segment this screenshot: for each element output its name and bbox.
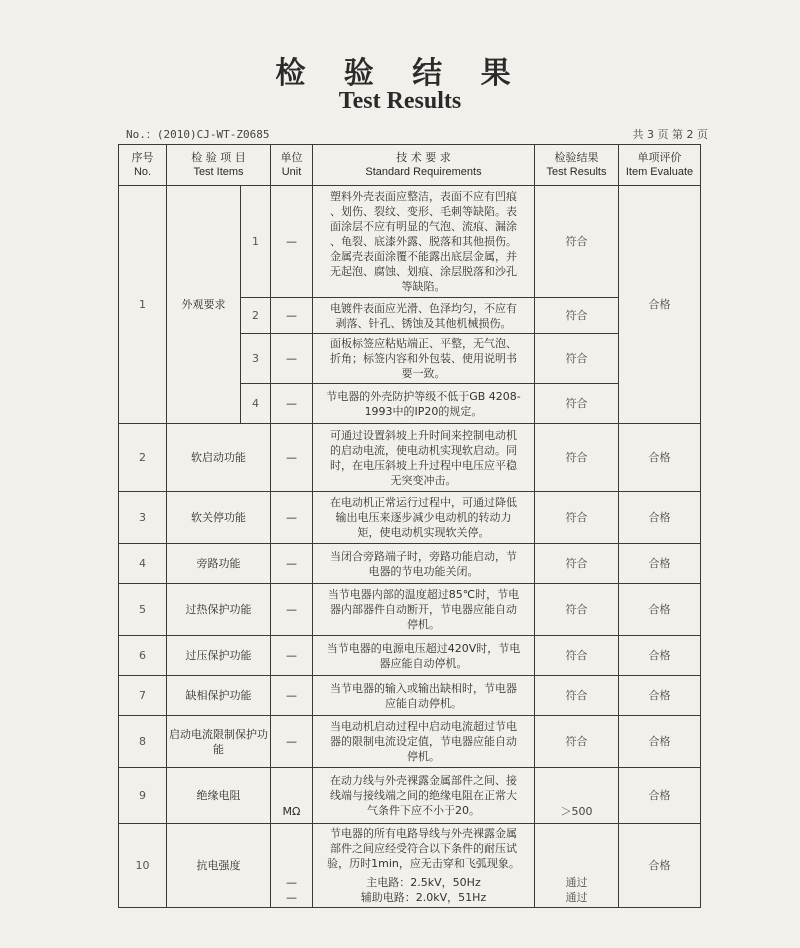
evaluate-cell: 合格	[619, 544, 701, 584]
sub-number: 2	[241, 298, 271, 334]
unit-cell: —	[271, 584, 313, 636]
row-number: 9	[119, 768, 167, 824]
result-cell: 符合	[535, 384, 619, 424]
result-cell: ＞500	[535, 768, 619, 824]
requirement-text: 当节电器的电源电压超过420V时，节电 器应能自动停机。	[313, 636, 535, 676]
page-title-en: Test Results	[338, 88, 462, 114]
requirement-text: 可通过设置斜坡上升时间来控制电动机 的启动电流，使电动机实现软启动。同 时，在电压斜坡上升过程中电压应平稳 无突变冲击。	[313, 424, 535, 492]
unit-main-circuit: —	[286, 876, 297, 889]
test-item: 外观要求	[167, 186, 241, 424]
row-number: 10	[119, 824, 167, 908]
row-number: 1	[119, 186, 167, 424]
test-item: 启动电流限制保护功能	[167, 716, 271, 768]
results-table	[118, 144, 701, 908]
test-item: 旁路功能	[167, 544, 271, 584]
header-no: 序号 No.	[119, 145, 167, 186]
test-item: 软启动功能	[167, 424, 271, 492]
table-row	[119, 492, 701, 544]
table-row	[119, 424, 701, 492]
requirement-text: 节电器的所有电路导线与外壳裸露金属 部件之间应经受符合以下条件的耐压试 验，历时1min，应无击穿和飞弧现象。 主电路：2.5kV，50Hz 辅助电路：2.0kV，51Hz	[313, 824, 535, 908]
result-cell: 符合	[535, 584, 619, 636]
table-header	[119, 145, 701, 186]
table-row	[119, 676, 701, 716]
page-info: 共 3 页 第 2 页	[632, 128, 708, 141]
table-row	[119, 824, 701, 908]
unit-cell: —	[271, 492, 313, 544]
header-results: 检验结果 Test Results	[535, 145, 619, 186]
requirement-text: 在动力线与外壳裸露金属部件之间、接 线端与接线端之间的绝缘电阻在正常大 气条件下应不小于20。	[313, 768, 535, 824]
evaluate-cell: 合格	[619, 492, 701, 544]
unit-cell: —	[271, 186, 313, 298]
requirement-text: 当电动机启动过程中启动电流超过节电 器的限制电流设定值，节电器应能自动 停机。	[313, 716, 535, 768]
document-number: No.：(2010)CJ-WT-Z0685	[126, 128, 270, 141]
header-unit: 单位 Unit	[271, 145, 313, 186]
unit-aux-circuit: —	[286, 891, 297, 904]
requirement-text: 电镀件表面应光滑、色泽均匀，不应有 剥落、针孔、锈蚀及其他机械损伤。	[313, 298, 535, 334]
table-row	[119, 584, 701, 636]
unit-cell: —	[271, 544, 313, 584]
row-number: 7	[119, 676, 167, 716]
requirement-text: 节电器的外壳防护等级不低于GB 4208- 1993中的IP20的规定。	[313, 384, 535, 424]
unit-cell: —	[271, 676, 313, 716]
table-row	[119, 636, 701, 676]
unit-cell: MΩ	[271, 768, 313, 824]
evaluate-cell: 合格	[619, 186, 701, 424]
header-requirements: 技 术 要 求 Standard Requirements	[313, 145, 535, 186]
test-item: 缺相保护功能	[167, 676, 271, 716]
table-row	[119, 716, 701, 768]
unit-cell: —	[271, 716, 313, 768]
unit-cell: —	[271, 384, 313, 424]
page-title-cn: 检 验 结 果	[275, 56, 525, 91]
header-item: 检 验 项 目 Test Items	[167, 145, 271, 186]
unit-cell: —	[271, 334, 313, 384]
sub-number: 3	[241, 334, 271, 384]
requirement-text: 当节电器的输入或输出缺相时，节电器 应能自动停机。	[313, 676, 535, 716]
row-number: 8	[119, 716, 167, 768]
result-main-circuit: 通过	[565, 876, 588, 889]
evaluate-cell: 合格	[619, 636, 701, 676]
row-number: 2	[119, 424, 167, 492]
requirement-text: 当节电器内部的温度超过85℃时，节电 器内部器件自动断开，节电器应能自动 停机。	[313, 584, 535, 636]
result-cell: 符合	[535, 186, 619, 298]
header-evaluate: 单项评价 Item Evaluate	[619, 145, 701, 186]
result-aux-circuit: 通过	[565, 891, 588, 904]
result-cell: 符合	[535, 544, 619, 584]
result-cell: 符合	[535, 334, 619, 384]
requirement-text: 面板标签应粘贴端正、平整，无气泡、 折角；标签内容和外包装、使用说明书 要一致。	[313, 334, 535, 384]
result-cell: 符合	[535, 636, 619, 676]
table-row	[119, 544, 701, 584]
test-item: 过热保护功能	[167, 584, 271, 636]
test-item: 抗电强度	[167, 824, 271, 908]
evaluate-cell: 合格	[619, 424, 701, 492]
main-circuit-spec: 主电路：2.5kV，50Hz	[366, 876, 481, 889]
result-cell: 符合	[535, 716, 619, 768]
unit-cell: —	[271, 636, 313, 676]
result-cell: 符合	[535, 298, 619, 334]
result-cell	[535, 824, 619, 908]
requirement-text: 在电动机正常运行过程中，可通过降低 输出电压来逐步减少电动机的转动力 矩，使电动机实现软关停。	[313, 492, 535, 544]
result-cell: 符合	[535, 676, 619, 716]
row-number: 3	[119, 492, 167, 544]
unit-cell: —	[271, 298, 313, 334]
unit-cell: —	[271, 424, 313, 492]
table-row	[119, 186, 701, 298]
table-row	[119, 768, 701, 824]
evaluate-cell: 合格	[619, 716, 701, 768]
evaluate-cell: 合格	[619, 584, 701, 636]
evaluate-cell: 合格	[619, 768, 701, 824]
test-item: 软关停功能	[167, 492, 271, 544]
evaluate-cell: 合格	[619, 676, 701, 716]
requirement-text: 塑料外壳表面应整洁，表面不应有凹痕 、划伤、裂纹、变形、毛刺等缺陷。表 面涂层不应有明显的气泡、流痕、漏涂 、龟裂、底漆外露、脱落和其他损伤。 金属壳表面涂覆不能露出底层金属，并 无起泡、腐蚀、划痕、涂层脱落和沙孔 等缺陷。	[313, 186, 535, 298]
test-item: 绝缘电阻	[167, 768, 271, 824]
aux-circuit-spec: 辅助电路：2.0kV，51Hz	[360, 891, 487, 904]
test-item: 过压保护功能	[167, 636, 271, 676]
sub-number: 1	[241, 186, 271, 298]
unit-cell	[271, 824, 313, 908]
row-number: 4	[119, 544, 167, 584]
result-cell: 符合	[535, 424, 619, 492]
row-number: 6	[119, 636, 167, 676]
sub-number: 4	[241, 384, 271, 424]
row-number: 5	[119, 584, 167, 636]
requirement-text: 当闭合旁路端子时，旁路功能启动，节 电器的节电功能关闭。	[313, 544, 535, 584]
evaluate-cell: 合格	[619, 824, 701, 908]
result-cell: 符合	[535, 492, 619, 544]
